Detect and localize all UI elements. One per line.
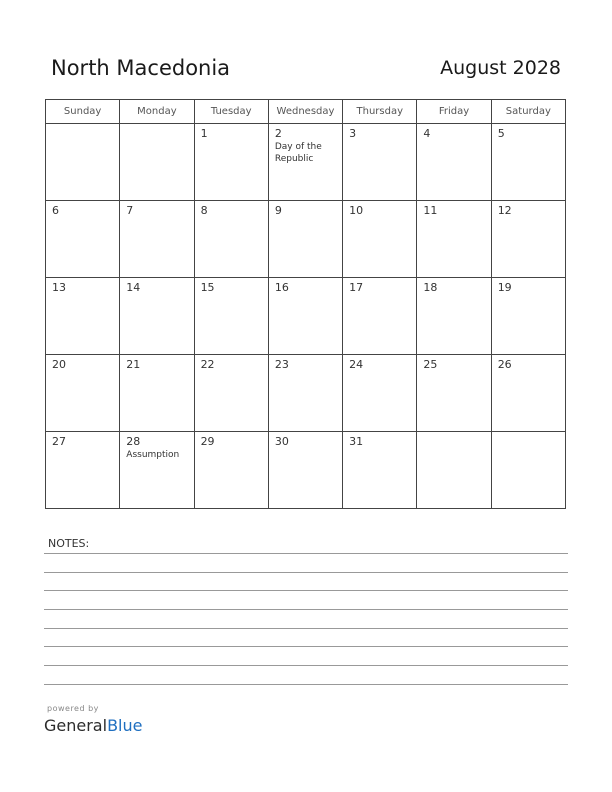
note-line bbox=[44, 553, 568, 554]
day-cell bbox=[343, 278, 417, 355]
note-line bbox=[44, 628, 568, 629]
day-number: 22 bbox=[200, 358, 215, 371]
weekday-tuesday: Tuesday bbox=[194, 100, 268, 124]
country-title: North Macedonia bbox=[51, 56, 231, 80]
day-cell bbox=[268, 201, 342, 278]
day-number: 12 bbox=[497, 204, 512, 217]
day-number: 25 bbox=[423, 358, 438, 371]
day-cell bbox=[120, 432, 194, 509]
day-number: 16 bbox=[274, 281, 289, 294]
day-cell bbox=[46, 432, 120, 509]
day-cell bbox=[194, 355, 268, 432]
weekday-wednesday: Wednesday bbox=[268, 100, 342, 124]
day-number: 15 bbox=[200, 281, 215, 294]
day-number: 3 bbox=[349, 127, 357, 140]
day-cell bbox=[46, 201, 120, 278]
note-line bbox=[44, 590, 568, 591]
note-line bbox=[44, 609, 568, 610]
day-number: 24 bbox=[349, 358, 364, 371]
day-cell bbox=[120, 201, 194, 278]
day-cell bbox=[120, 124, 194, 201]
day-cell bbox=[343, 432, 417, 509]
day-number: 26 bbox=[497, 358, 512, 371]
brand-name-general: General bbox=[44, 716, 108, 735]
day-number: 19 bbox=[497, 281, 512, 294]
day-number: 20 bbox=[52, 358, 66, 371]
week-row bbox=[46, 355, 566, 432]
notes-label: NOTES: bbox=[48, 537, 90, 550]
day-cell bbox=[46, 124, 120, 201]
day-cell bbox=[417, 355, 491, 432]
day-number: 7 bbox=[126, 204, 134, 217]
day-cell bbox=[417, 278, 491, 355]
day-number: 4 bbox=[423, 127, 431, 140]
month-year-title: August 2028 bbox=[440, 57, 561, 79]
day-number: 18 bbox=[423, 281, 438, 294]
day-number: 29 bbox=[200, 435, 215, 448]
day-cell bbox=[46, 278, 120, 355]
weekday-thursday: Thursday bbox=[343, 100, 417, 124]
week-row bbox=[46, 432, 566, 509]
weekday-monday: Monday bbox=[120, 100, 194, 124]
day-cell bbox=[417, 201, 491, 278]
day-cell bbox=[194, 432, 268, 509]
day-cell bbox=[491, 124, 565, 201]
brand-name-blue: Blue bbox=[107, 716, 143, 735]
day-number: 31 bbox=[349, 435, 364, 448]
week-row bbox=[46, 201, 566, 278]
weekday-header-row bbox=[46, 100, 566, 124]
day-number: 6 bbox=[52, 204, 59, 217]
day-number: 10 bbox=[349, 204, 364, 217]
weekday-saturday: Saturday bbox=[491, 100, 565, 124]
day-cell bbox=[194, 124, 268, 201]
day-number: 11 bbox=[423, 204, 438, 217]
day-number: 30 bbox=[274, 435, 289, 448]
note-line bbox=[44, 572, 568, 573]
day-cell bbox=[268, 355, 342, 432]
day-cell bbox=[268, 432, 342, 509]
day-cell bbox=[46, 355, 120, 432]
day-cell bbox=[343, 355, 417, 432]
day-cell bbox=[491, 432, 565, 509]
holiday-label: Day of the Republic bbox=[274, 142, 322, 164]
day-cell bbox=[194, 201, 268, 278]
day-cell bbox=[417, 432, 491, 509]
day-cell bbox=[491, 355, 565, 432]
day-number: 27 bbox=[52, 435, 66, 448]
day-number: 9 bbox=[274, 204, 282, 217]
day-number: 17 bbox=[349, 281, 364, 294]
day-number: 23 bbox=[274, 358, 289, 371]
brand-logo bbox=[44, 716, 142, 735]
day-cell bbox=[120, 355, 194, 432]
day-cell bbox=[268, 124, 342, 201]
week-row bbox=[46, 278, 566, 355]
note-line bbox=[44, 665, 568, 666]
powered-by-text: powered by bbox=[47, 704, 99, 713]
day-number: 1 bbox=[200, 127, 208, 140]
day-number: 2 bbox=[274, 127, 282, 140]
day-number: 8 bbox=[200, 204, 208, 217]
day-cell bbox=[120, 278, 194, 355]
calendar-grid bbox=[45, 99, 566, 509]
day-cell bbox=[343, 201, 417, 278]
week-row bbox=[46, 124, 566, 201]
note-line bbox=[44, 684, 568, 685]
day-cell bbox=[417, 124, 491, 201]
day-cell bbox=[491, 201, 565, 278]
weekday-sunday: Sunday bbox=[46, 100, 120, 124]
day-cell bbox=[491, 278, 565, 355]
holiday-label: Assumption bbox=[126, 450, 180, 460]
note-line bbox=[44, 646, 568, 647]
day-cell bbox=[194, 278, 268, 355]
day-cell bbox=[268, 278, 342, 355]
day-number: 5 bbox=[497, 127, 505, 140]
day-number: 14 bbox=[126, 281, 141, 294]
day-cell bbox=[343, 124, 417, 201]
day-number: 28 bbox=[126, 435, 141, 448]
day-number: 13 bbox=[52, 281, 66, 294]
weekday-friday: Friday bbox=[417, 100, 491, 124]
day-number: 21 bbox=[126, 358, 141, 371]
